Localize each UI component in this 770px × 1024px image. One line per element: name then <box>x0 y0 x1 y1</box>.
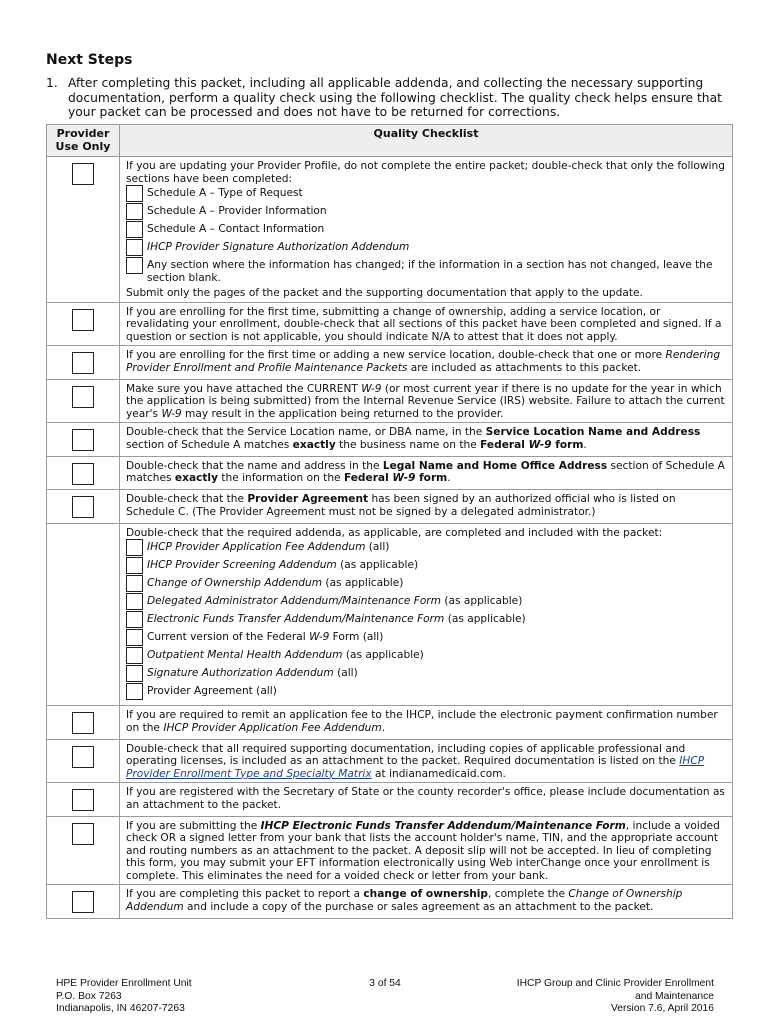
sub-checklist-item <box>126 595 726 610</box>
text-run: Current version of the Federal <box>147 631 310 643</box>
provider-use-cell <box>47 379 120 423</box>
checklist-item: If you are enrolling for the first time, submitting a change of ownership, adding a service location, or revalidating your enrollment, double-check that all sections of this packet have been completed and signed. If a question or section is not applicable, you should indicate N/A to attest that it does not apply. <box>120 302 733 346</box>
text-run: IHCP Electronic Funds Transfer Addendum/Maintenance Form <box>260 819 626 832</box>
text-run: IHCP Provider Application Fee Addendum <box>147 541 366 553</box>
row-checkbox[interactable] <box>72 309 94 331</box>
item-text: If you are updating your Provider Profile, do not complete the entire packet; double-check that only the following sections have been completed: <box>126 160 725 185</box>
sub-checkbox[interactable] <box>126 203 143 220</box>
text-run: Outpatient Mental Health Addendum <box>147 649 343 661</box>
text-run: the business name on the <box>335 438 481 451</box>
text-run: Delegated Administrator Addendum/Maintenance Form <box>147 595 441 607</box>
text-run: , complete the <box>488 888 569 900</box>
table-header-row <box>47 125 733 157</box>
checklist-item <box>120 706 733 740</box>
text-run: section of Schedule A matches <box>126 459 725 484</box>
text-run: , include a voided check OR a signed letter from your bank that lists the account holder's name, TIN, and the appropriate account and routing numbers as an attachment to the packet. A deposit slip will not be accepted. In lieu of completing this form, you may submit your EFT information electronically using Web interChange once your enrollment is complete. This eliminates the need for a voided check or letter from your bank. <box>126 819 720 882</box>
footer-line: Indianapolis, IN 46207-7263 <box>56 1003 185 1014</box>
enrollment-matrix-link[interactable]: IHCP Provider Enrollment Type and Specialty Matrix <box>126 755 705 780</box>
text-run: Rendering Provider Enrollment and Profile Maintenance Packets <box>126 349 721 374</box>
text-run: (as applicable) <box>440 595 523 607</box>
sub-checkbox[interactable] <box>126 221 143 238</box>
sub-item-text: Any section where the information has changed; if the information in a section has not changed, leave the section blank. <box>147 259 713 284</box>
page-number: 3 of 54 <box>369 978 401 989</box>
column-header-quality-checklist: Quality Checklist <box>120 125 733 157</box>
checklist-row <box>47 816 733 885</box>
checklist-item <box>120 423 733 457</box>
text-run: change of ownership <box>363 888 489 900</box>
sub-checklist-item <box>126 577 726 592</box>
checklist-row <box>47 423 733 457</box>
text-run: (all) <box>333 667 358 679</box>
text-run: W-9 <box>361 382 382 395</box>
checklist-item <box>120 346 733 380</box>
sub-checkbox[interactable] <box>126 611 143 628</box>
text-run: Double-check that the <box>126 493 248 505</box>
section-heading: Next Steps <box>46 52 133 68</box>
text-run: IHCP Provider Screening Addendum <box>147 559 337 571</box>
text-run: Electronic Funds Transfer Addendum/Maintenance Form <box>147 613 445 625</box>
sub-item-text: Schedule A – Type of Request <box>147 187 303 199</box>
checklist-row <box>47 783 733 817</box>
checklist-row <box>47 739 733 783</box>
text-run: If you are completing this packet to report a <box>126 888 364 900</box>
sub-checklist-item <box>126 187 726 202</box>
checklist-item: If you are registered with the Secretary of State or the county recorder's office, please include documentation as an attachment to the packet. <box>120 783 733 817</box>
sub-checklist-item <box>126 649 726 664</box>
checklist-item <box>120 456 733 490</box>
text-run: the information on the <box>217 472 344 484</box>
checklist-item <box>120 490 733 524</box>
sub-checklist-item <box>126 559 726 574</box>
text-run: . <box>583 438 587 451</box>
text-run: and include a copy of the purchase or sales agreement as an attachment to the packet. <box>183 900 654 913</box>
checklist-row <box>47 885 733 919</box>
sub-item-text: Provider Agreement (all) <box>147 685 277 697</box>
sub-item-text: IHCP Provider Signature Authorization Addendum <box>147 241 410 253</box>
text-run: W-9 <box>161 407 182 420</box>
checklist-row <box>47 302 733 346</box>
provider-use-cell <box>47 423 120 457</box>
checklist-row <box>47 157 733 303</box>
text-run: W-9 <box>392 472 416 484</box>
provider-use-cell <box>47 346 120 380</box>
item-text: Submit only the pages of the packet and the supporting documentation that apply to the update. <box>126 287 643 299</box>
checklist-item <box>120 523 733 706</box>
text-run: has been signed by an authorized official who is listed on Schedule C. (The Provider Agreement must not be signed by a delegated administrator.) <box>126 493 676 518</box>
provider-use-cell <box>47 302 120 346</box>
text-run: Form (all) <box>329 631 384 643</box>
sub-checkbox[interactable] <box>126 647 143 664</box>
text-run: Provider Agreement <box>247 493 369 505</box>
text-run: W-9 <box>309 631 330 643</box>
sub-checklist-item <box>126 541 726 556</box>
provider-use-cell <box>47 816 120 885</box>
sub-checkbox[interactable] <box>126 185 143 202</box>
provider-use-cell <box>47 783 120 817</box>
text-run: are included as attachments to this packet. <box>407 361 642 374</box>
text-run: Double-check that the name and address in the <box>126 459 383 472</box>
text-run: exactly <box>174 472 218 484</box>
provider-use-cell <box>47 456 120 490</box>
sub-checkbox[interactable] <box>126 557 143 574</box>
text-run: Legal Name and Home Office Address <box>382 459 608 472</box>
item-text: Double-check that the required addenda, as applicable, are completed and included with the packet: <box>126 526 663 539</box>
sub-checklist-item <box>126 667 726 682</box>
text-run: (as applicable) <box>444 613 526 625</box>
sub-checklist-item <box>126 631 726 646</box>
sub-checkbox[interactable] <box>126 257 143 274</box>
footer-address <box>56 978 192 1016</box>
text-run: Change of Ownership Addendum <box>147 577 323 589</box>
sub-checklist-item <box>126 685 726 700</box>
text-run: Make sure you have attached the CURRENT <box>126 382 362 395</box>
text-run: may result in the application being returned to the provider. <box>181 407 504 420</box>
text-run: If you are submitting the <box>126 819 261 832</box>
text-run: (or most current year if there is no update for the year in which the application is being submitted) from the Internal Revenue Service (IRS) website. Failure to attach the current year's <box>126 382 725 420</box>
provider-use-cell <box>47 739 120 783</box>
checklist-row <box>47 490 733 524</box>
sub-checkbox[interactable] <box>126 575 143 592</box>
checklist-item <box>120 157 733 303</box>
row-checkbox[interactable] <box>72 823 94 845</box>
text-run: form <box>415 472 448 484</box>
text-run: If you are required to remit an application fee to the IHCP, include the electronic payment confirmation number on the <box>126 709 718 734</box>
text-run: at indianamedicaid.com. <box>371 767 506 780</box>
footer-line: IHCP Group and Clinic Provider Enrollment <box>516 978 714 989</box>
checklist-row <box>47 456 733 490</box>
checklist-item <box>120 739 733 783</box>
text-run: Signature Authorization Addendum <box>147 667 334 679</box>
text-run: (as applicable) <box>322 577 404 589</box>
checklist-item <box>120 885 733 919</box>
provider-use-cell <box>47 706 120 740</box>
quality-checklist-table <box>46 124 733 919</box>
sub-checklist-item <box>126 223 726 238</box>
text-run: exactly <box>292 438 336 451</box>
sub-checkbox[interactable] <box>126 683 143 700</box>
sub-item-text: Schedule A – Contact Information <box>147 223 325 235</box>
text-run: If you are enrolling for the first time or adding a new service location, double-check that one or more <box>126 349 666 361</box>
text-run: IHCP Provider Application Fee Addendum <box>163 721 382 734</box>
row-checkbox[interactable] <box>72 789 94 811</box>
row-checkbox[interactable] <box>72 429 94 451</box>
text-run: form <box>551 438 584 451</box>
sub-checkbox[interactable] <box>126 239 143 256</box>
sub-checkbox[interactable] <box>126 539 143 556</box>
sub-checkbox[interactable] <box>126 593 143 610</box>
row-checkbox[interactable] <box>72 163 94 185</box>
text-run: W-9 <box>528 438 552 451</box>
text-run: (as applicable) <box>342 649 424 661</box>
provider-use-cell <box>47 885 120 919</box>
footer-line: P.O. Box 7263 <box>56 990 122 1002</box>
sub-checkbox[interactable] <box>126 665 143 682</box>
sub-checkbox[interactable] <box>126 629 143 646</box>
row-checkbox[interactable] <box>72 463 94 485</box>
text-run: Double-check that all required supporting documentation, including copies of applicable professional and operating licenses, is included as an attachment to the packet. Required documentation is listed on the <box>126 742 686 767</box>
text-run: Change of Ownership Addendum <box>126 888 683 913</box>
checklist-item <box>120 816 733 885</box>
sub-checklist-item <box>126 205 726 220</box>
sub-checklist-item <box>126 241 726 256</box>
text-run: section of Schedule A matches <box>126 438 293 451</box>
checklist-row <box>47 706 733 740</box>
checklist-row <box>47 379 733 423</box>
footer-line: Version 7.6, April 2016 <box>610 1003 714 1014</box>
text-run: . <box>381 721 386 734</box>
footer-line: HPE Provider Enrollment Unit <box>56 978 192 989</box>
text-run: (all) <box>365 541 390 553</box>
intro-paragraph <box>46 76 736 120</box>
provider-use-cell <box>47 157 120 303</box>
footer-line: and Maintenance <box>634 990 714 1002</box>
row-checkbox[interactable] <box>72 746 94 768</box>
row-checkbox[interactable] <box>72 352 94 374</box>
sub-item-text: Schedule A – Provider Information <box>147 205 327 217</box>
text-run: . <box>447 472 451 484</box>
text-run: Service Location Name and Address <box>485 426 701 438</box>
list-number: 1. <box>46 76 58 90</box>
row-checkbox[interactable] <box>72 891 94 913</box>
sub-checklist-item <box>126 613 726 628</box>
text-run: Federal <box>480 438 529 451</box>
checklist-row <box>47 346 733 380</box>
footer-document-title <box>517 978 714 1016</box>
checklist-row <box>47 523 733 706</box>
provider-use-cell <box>47 523 120 706</box>
provider-use-cell <box>47 490 120 524</box>
text-run: (as applicable) <box>336 559 419 571</box>
row-checkbox[interactable] <box>72 496 94 518</box>
checklist-item <box>120 379 733 423</box>
text-run: Double-check that the Service Location name, or DBA name, in the <box>126 426 486 438</box>
text-run: Federal <box>343 472 393 484</box>
row-checkbox[interactable] <box>72 386 94 408</box>
column-header-provider-use-only: Provider Use Only <box>47 125 120 157</box>
intro-text: After completing this packet, including all applicable addenda, and collecting the necessary supporting documentation, perform a quality check using the following checklist. The quality check helps ensure that your packet can be processed and does not have to be returned for corrections. <box>68 76 722 119</box>
row-checkbox[interactable] <box>72 712 94 734</box>
sub-checklist-item <box>126 259 726 284</box>
